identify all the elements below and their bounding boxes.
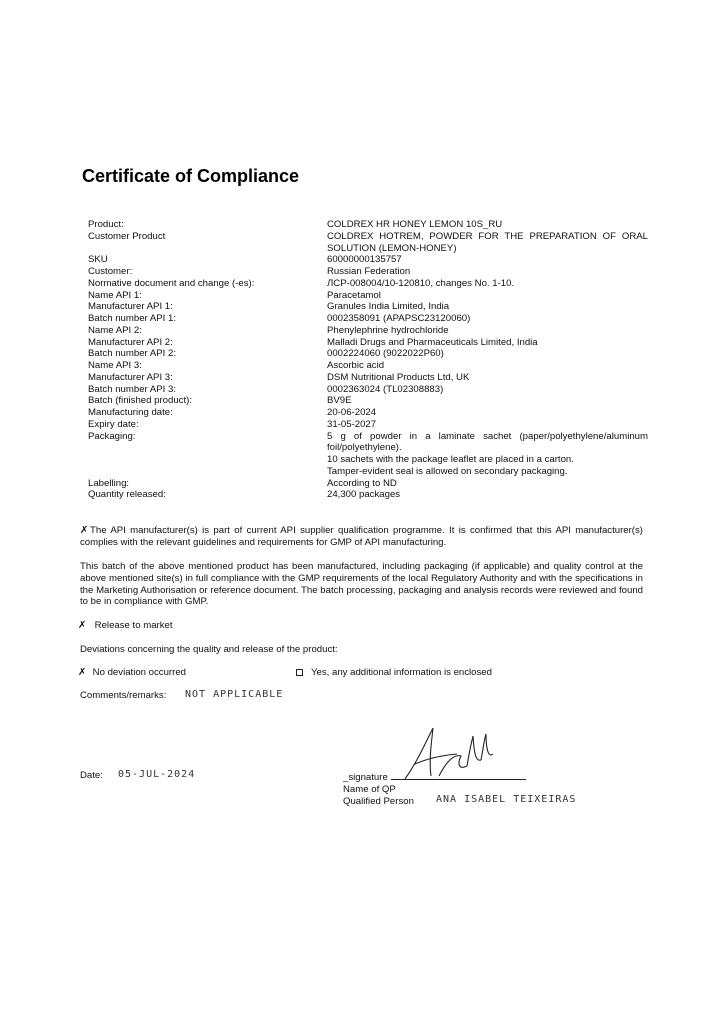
field-row <box>88 290 648 302</box>
field-value: Malladi Drugs and Pharmaceuticals Limited, India <box>327 336 538 348</box>
field-label: Batch number API 3: <box>88 383 176 395</box>
field-label: Batch (finished product): <box>88 395 192 407</box>
date-label: Date: <box>80 770 103 781</box>
api-statement-text: The API manufacturer(s) is part of current API supplier qualification programme. It is confirmed that this API manufacturer(s) complies with the relevant guidelines and requirements for GMP of API manufacturing. <box>80 525 643 548</box>
field-label: Name API 2: <box>88 324 142 336</box>
field-row <box>88 360 648 372</box>
field-row <box>88 372 648 384</box>
field-row <box>88 384 648 396</box>
field-value: 10 sachets with the package leaflet are placed in a carton. <box>327 454 574 465</box>
field-row <box>88 301 648 313</box>
field-label: SKU <box>88 254 108 266</box>
field-row <box>88 489 648 501</box>
field-value: DSM Nutritional Products Ltd, UK <box>327 371 470 383</box>
x-checkmark-icon: ✗ <box>80 525 89 536</box>
signature-label: _signature <box>343 772 388 783</box>
field-row <box>88 313 648 325</box>
date-value: 05-JUL-2024 <box>118 769 196 780</box>
field-label: Manufacturer API 3: <box>88 371 173 383</box>
field-label <box>88 454 327 466</box>
field-label: Product: <box>88 219 124 230</box>
field-value: COLDREX HR HONEY LEMON 10S_RU <box>327 219 503 230</box>
signature-line <box>391 779 526 780</box>
x-checkmark-icon: ✗ <box>78 620 87 631</box>
field-row <box>88 454 648 466</box>
field-label: Name API 1: <box>88 289 142 301</box>
field-row <box>88 231 648 255</box>
field-row <box>88 254 648 266</box>
qualified-person-label: Qualified Person <box>343 796 414 807</box>
field-value: 24,300 packages <box>327 489 401 501</box>
field-value: 5 g of powder in a laminate sachet (paper/polyethylene/aluminum foil/polyethylene). <box>327 430 648 454</box>
comments-label: Comments/remarks: <box>80 690 167 701</box>
release-to-market-option <box>78 620 173 632</box>
field-row <box>88 219 648 231</box>
field-row <box>88 431 648 455</box>
comments-value: NOT APPLICABLE <box>185 689 284 700</box>
field-row <box>88 278 648 290</box>
name-of-qp-label: Name of QP <box>343 784 396 795</box>
yes-deviation-label: Yes, any additional information is enclosed <box>311 667 492 678</box>
field-value: 0002224060 (9022022P60) <box>327 348 444 360</box>
field-label: Customer Product <box>88 230 166 242</box>
product-details-table <box>88 219 648 501</box>
field-value: Tamper-evident seal is allowed on secondary packaging. <box>327 465 568 477</box>
field-row <box>88 337 648 349</box>
field-row <box>88 478 648 490</box>
field-label <box>88 466 327 478</box>
field-label: Manufacturing date: <box>88 407 173 418</box>
field-value: 0002358091 (APAPSC23120060) <box>327 313 471 324</box>
field-row <box>88 466 648 478</box>
field-value: 20-06-2024 <box>327 407 377 418</box>
field-label: Manufacturer API 2: <box>88 336 173 348</box>
field-value: 31-05-2027 <box>327 418 377 430</box>
signature-scribble <box>395 724 495 784</box>
field-value: 0002363024 (TL02308883) <box>327 383 444 395</box>
field-row <box>88 325 648 337</box>
field-value: ЛСР-008004/10-120810, changes No. 1-10. <box>327 277 515 289</box>
field-label: Batch number API 2: <box>88 348 176 360</box>
release-label: Release to market <box>94 620 173 631</box>
field-value: Granules India Limited, India <box>327 301 450 313</box>
qp-name-handwritten: ANA ISABEL TEIXEIRAS <box>436 794 577 805</box>
batch-statement: This batch of the above mentioned product has been manufactured, including packaging (if applicable) and quality control at the above mentioned site(s) in full compliance with the GMP requirements of the local Regulatory Authority and with the specifications in the Marketing Authorisation or reference document. The batch processing, packaging and analysis records were reviewed and found to be in compliance with GMP. <box>80 561 643 608</box>
field-label: Manufacturer API 1: <box>88 301 173 313</box>
field-value: COLDREX HOTREM, POWDER FOR THE PREPARATION OF ORAL SOLUTION (LEMON-HONEY) <box>327 230 648 254</box>
no-deviation-option <box>78 667 186 679</box>
field-label: Normative document and change (-es): <box>88 277 255 289</box>
field-row <box>88 419 648 431</box>
field-value: Phenylephrine hydrochloride <box>327 324 449 336</box>
empty-checkbox-icon <box>296 669 303 676</box>
field-value: Russian Federation <box>327 266 411 277</box>
field-row <box>88 407 648 419</box>
x-checkmark-icon: ✗ <box>78 667 87 678</box>
field-row <box>88 266 648 278</box>
field-row <box>88 395 648 407</box>
document-title: Certificate of Compliance <box>82 166 300 186</box>
field-label: Customer: <box>88 266 133 277</box>
field-label: Expiry date: <box>88 418 139 430</box>
field-label: Name API 3: <box>88 360 142 371</box>
field-value: According to ND <box>327 477 397 489</box>
field-label: Quantity released: <box>88 489 166 501</box>
deviations-heading: Deviations concerning the quality and release of the product: <box>80 644 338 655</box>
field-label: Packaging: <box>88 430 136 442</box>
field-value: Paracetamol <box>327 289 381 301</box>
field-row <box>88 348 648 360</box>
field-value: 60000000135757 <box>327 254 402 266</box>
field-label: Batch number API 1: <box>88 313 176 324</box>
field-value: Ascorbic acid <box>327 360 385 371</box>
no-deviation-label: No deviation occurred <box>92 667 186 678</box>
field-label: Labelling: <box>88 477 130 489</box>
api-statement <box>80 525 643 549</box>
yes-deviation-option <box>296 667 492 679</box>
field-value: BV9E <box>327 395 352 407</box>
